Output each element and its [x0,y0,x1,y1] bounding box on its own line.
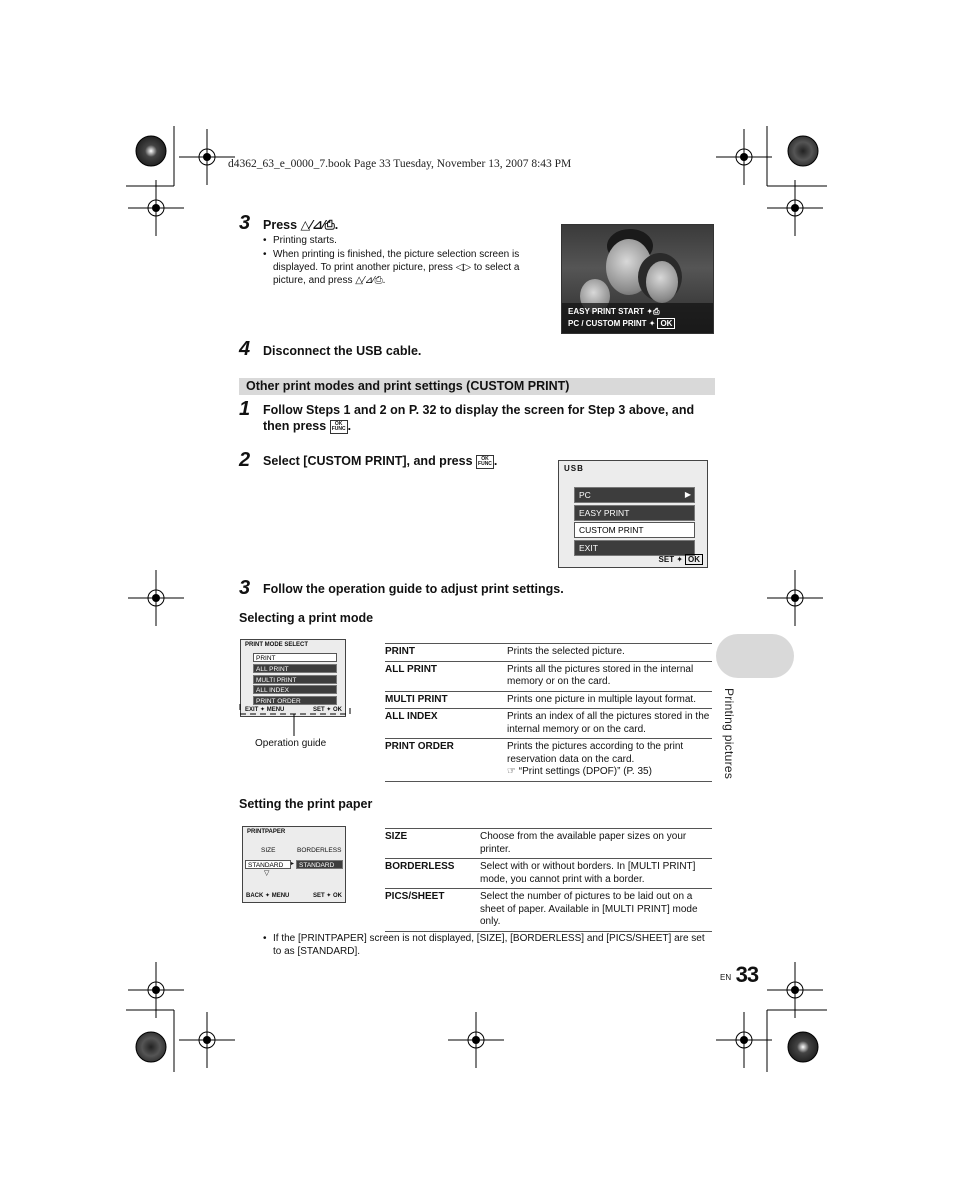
print-photo-screen [561,224,714,334]
overlay-easy-print: EASY PRINT START ✦⎙ [568,307,660,316]
table-row [385,739,712,782]
table-key: BORDERLESS [385,859,480,889]
step-3-number: 3 [239,212,251,234]
table-key: SIZE [385,829,480,859]
table-row [385,661,712,691]
mode-item-all-print[interactable]: ALL PRINT [253,664,337,673]
table-key: PRINT ORDER [385,739,507,782]
paper-note [263,932,715,958]
operation-guide-bracket [236,700,354,740]
bullet-item: • If the [PRINTPAPER] screen is not displayed, [SIZE], [BORDERLESS] and [PICS/SHEET] are set to as [STANDARD]. [263,932,715,958]
paper-screen-back: BACK ✦ MENU [246,893,290,899]
ok-func-icon: OK FUNC [478,455,492,467]
table-key: ALL PRINT [385,661,507,691]
step-4-number: 4 [239,338,251,360]
paper-screen-set: SET ✦ OK [312,893,342,899]
table-desc: Prints all the pictures stored in the internal memory or on the card. [507,661,712,691]
file-header: d4362_63_e_0000_7.book Page 33 Tuesday, November 13, 2007 8:43 PM [228,158,572,170]
usb-menu-item-pc[interactable]: PC ▶ [574,487,695,503]
step-4-title: Disconnect the USB cable. [263,344,422,358]
mode-item-print-order[interactable]: PRINT ORDER [253,696,337,705]
step-1-title: Follow Steps 1 and 2 on P. 32 to display the screen for Step 3 above, and then press OK FUNC . [263,403,695,433]
dpof-reference-link[interactable]: ☞ “Print settings (DPOF)” (P. 35) [507,766,652,777]
table-desc: Prints an index of all the pictures stored in the internal memory or on the card. [507,709,712,739]
usb-menu-list [574,487,695,557]
table-desc: Choose from the available paper sizes on your printer. [480,829,712,859]
step-3-title: Press △⁄⊿⁄⎙. [263,218,339,232]
page-number-value: 33 [735,962,759,987]
table-desc: Select with or without borders. In [MULTI PRINT] mode, you cannot print with a border. [480,859,712,889]
overlay-custom-print: PC / CUSTOM PRINT ✦ OK [568,318,707,330]
table-row [385,644,712,662]
usb-menu-screen [558,460,708,568]
page-number [720,962,758,988]
arrow-down-icon: ▽ [264,870,270,877]
usb-menu-item-easy-print[interactable]: EASY PRINT [574,505,695,521]
mode-item-all-index[interactable]: ALL INDEX [253,685,337,694]
chapter-side-tab [716,634,794,678]
photo-overlay-menu [562,303,713,333]
language-code: EN [720,973,732,982]
mode-screen-title: PRINT MODE SELECT [245,642,309,648]
table-row [385,691,712,709]
usb-menu-item-exit[interactable]: EXIT [574,540,695,556]
paper-size-value[interactable]: STANDARD [245,860,291,869]
mode-screen-set: SET ✦ OK [312,707,342,713]
bullet-item: • When printing is finished, the picture selection screen is displayed. To print another picture, press ◁▷ to select a picture, and press △⁄⊿⁄⎙. [263,248,548,287]
table-key: MULTI PRINT [385,691,507,709]
paper-borderless-value[interactable]: STANDARD [296,860,343,869]
mode-item-multi-print[interactable]: MULTI PRINT [253,675,337,684]
paper-screen-title: PRINTPAPER [247,829,286,835]
mode-screen-exit: EXIT ✦ MENU [245,707,285,713]
step-2-title: Select [CUSTOM PRINT], and press OK FUNC . [263,454,498,468]
ok-func-icon: OK FUNC [331,420,346,432]
table-desc [507,739,712,782]
table-desc: Select the number of pictures to be laid out on a sheet of paper. Available in [MULTI PRINT] mode only. [480,889,712,932]
step-2-number: 2 [239,449,251,471]
table-desc: Prints the selected picture. [507,644,712,662]
print-mode-heading: Selecting a print mode [239,611,374,625]
step-3b-title: Follow the operation guide to adjust print settings. [263,582,564,596]
arrow-right-icon: ▶ [684,490,691,499]
usb-screen-footer: SET ✦ OK [659,555,703,564]
table-row [385,709,712,739]
step-3b-number: 3 [239,577,251,599]
table-row [385,859,712,889]
operation-guide-label: Operation guide [255,738,327,749]
table-key: PRINT [385,644,507,662]
print-paper-heading: Setting the print paper [239,797,373,811]
table-row [385,829,712,859]
table-row [385,889,712,932]
section-title-bar: Other print modes and print settings (CUSTOM PRINT) [239,378,715,395]
table-key: ALL INDEX [385,709,507,739]
print-paper-table [385,828,712,932]
step-3-bullets [263,234,548,287]
print-mode-table [385,643,712,782]
table-desc-text: Prints the pictures according to the print reservation data on the card. [507,741,684,765]
chapter-side-label: Printing pictures [722,688,736,780]
table-key: PICS/SHEET [385,889,480,932]
mode-item-print[interactable]: PRINT [253,653,337,662]
bullet-item: • Printing starts. [263,234,548,247]
step-1-number: 1 [239,398,251,420]
paper-col-size: SIZE [261,847,276,854]
printpaper-screen [242,826,346,903]
paper-col-borderless: BORDERLESS [297,847,342,854]
usb-menu-item-custom-print[interactable]: CUSTOM PRINT [574,522,695,538]
usb-screen-title: USB [564,464,584,473]
girl-face [646,261,678,303]
table-desc: Prints one picture in multiple layout format. [507,691,712,709]
arrow-right-icon: ▸ [291,861,295,867]
